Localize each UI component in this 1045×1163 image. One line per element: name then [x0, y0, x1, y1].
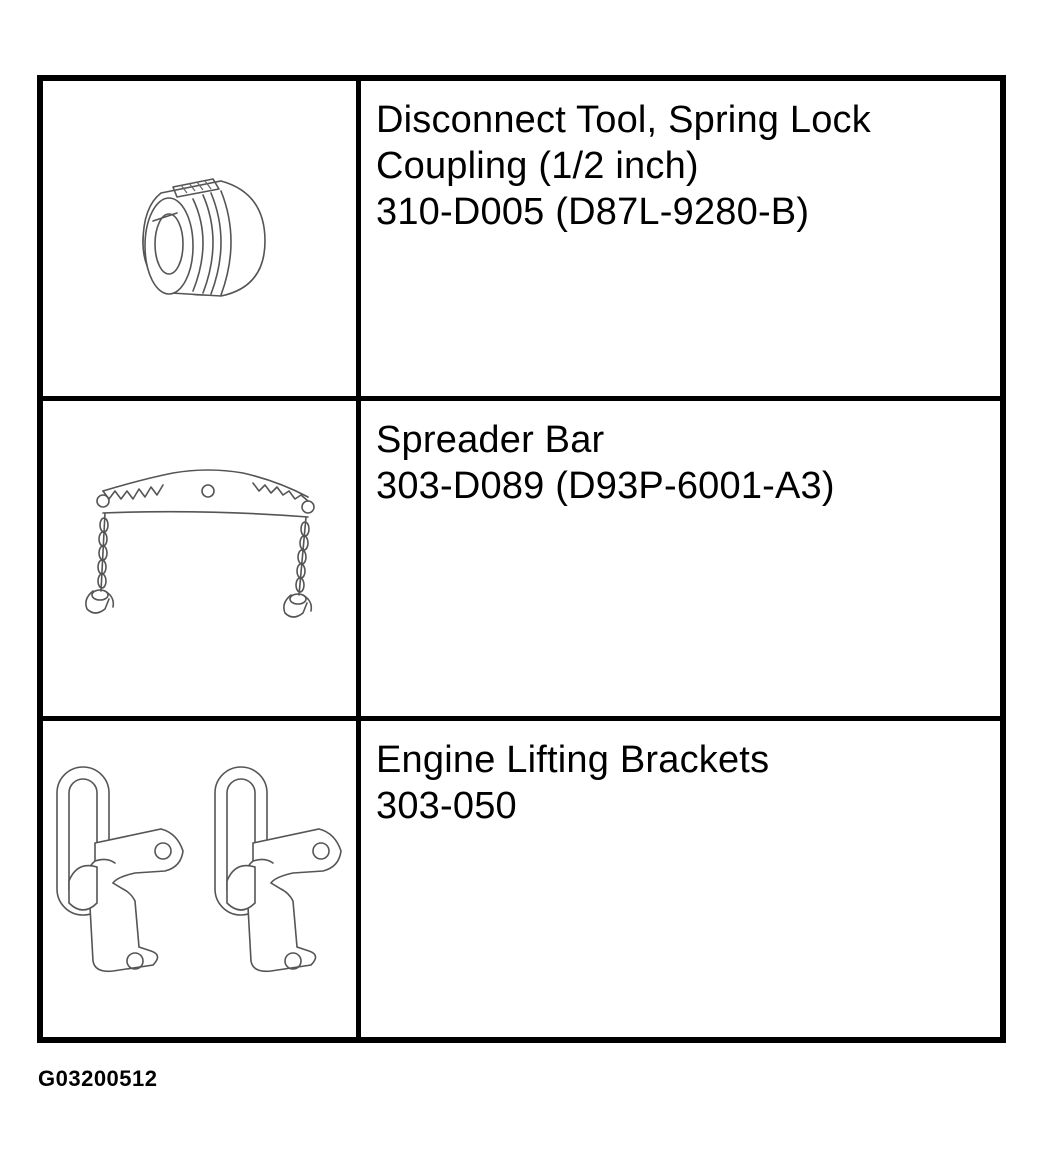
tool-description-cell	[361, 721, 1000, 1037]
tool-description-cell	[361, 401, 1000, 716]
tool-name-line: Engine Lifting Brackets	[376, 739, 770, 781]
tool-row-spreader-bar	[43, 401, 1000, 721]
spreader-bar-icon	[43, 401, 361, 716]
tool-part-number: 310-D005 (D87L-9280-B)	[376, 191, 810, 233]
tool-part-number: 303-D089 (D93P-6001-A3)	[376, 465, 835, 507]
tool-part-number: 303-050	[376, 785, 517, 827]
special-tools-table	[37, 75, 1006, 1043]
tool-illustration-cell	[43, 401, 361, 716]
figure-id: G03200512	[38, 1066, 158, 1091]
tool-name-line: Disconnect Tool, Spring Lock	[376, 99, 871, 141]
engine-lifting-brackets-icon	[43, 721, 361, 1037]
tool-name-line: Coupling (1/2 inch)	[376, 145, 699, 187]
tool-illustration-cell	[43, 721, 361, 1037]
tool-row-engine-lifting-brackets	[43, 721, 1000, 1037]
spring-lock-disconnect-tool-icon	[43, 81, 361, 396]
tool-row-disconnect-tool	[43, 81, 1000, 401]
tool-description-cell	[361, 81, 1000, 396]
tool-name-line: Spreader Bar	[376, 419, 605, 461]
tool-illustration-cell	[43, 81, 361, 396]
